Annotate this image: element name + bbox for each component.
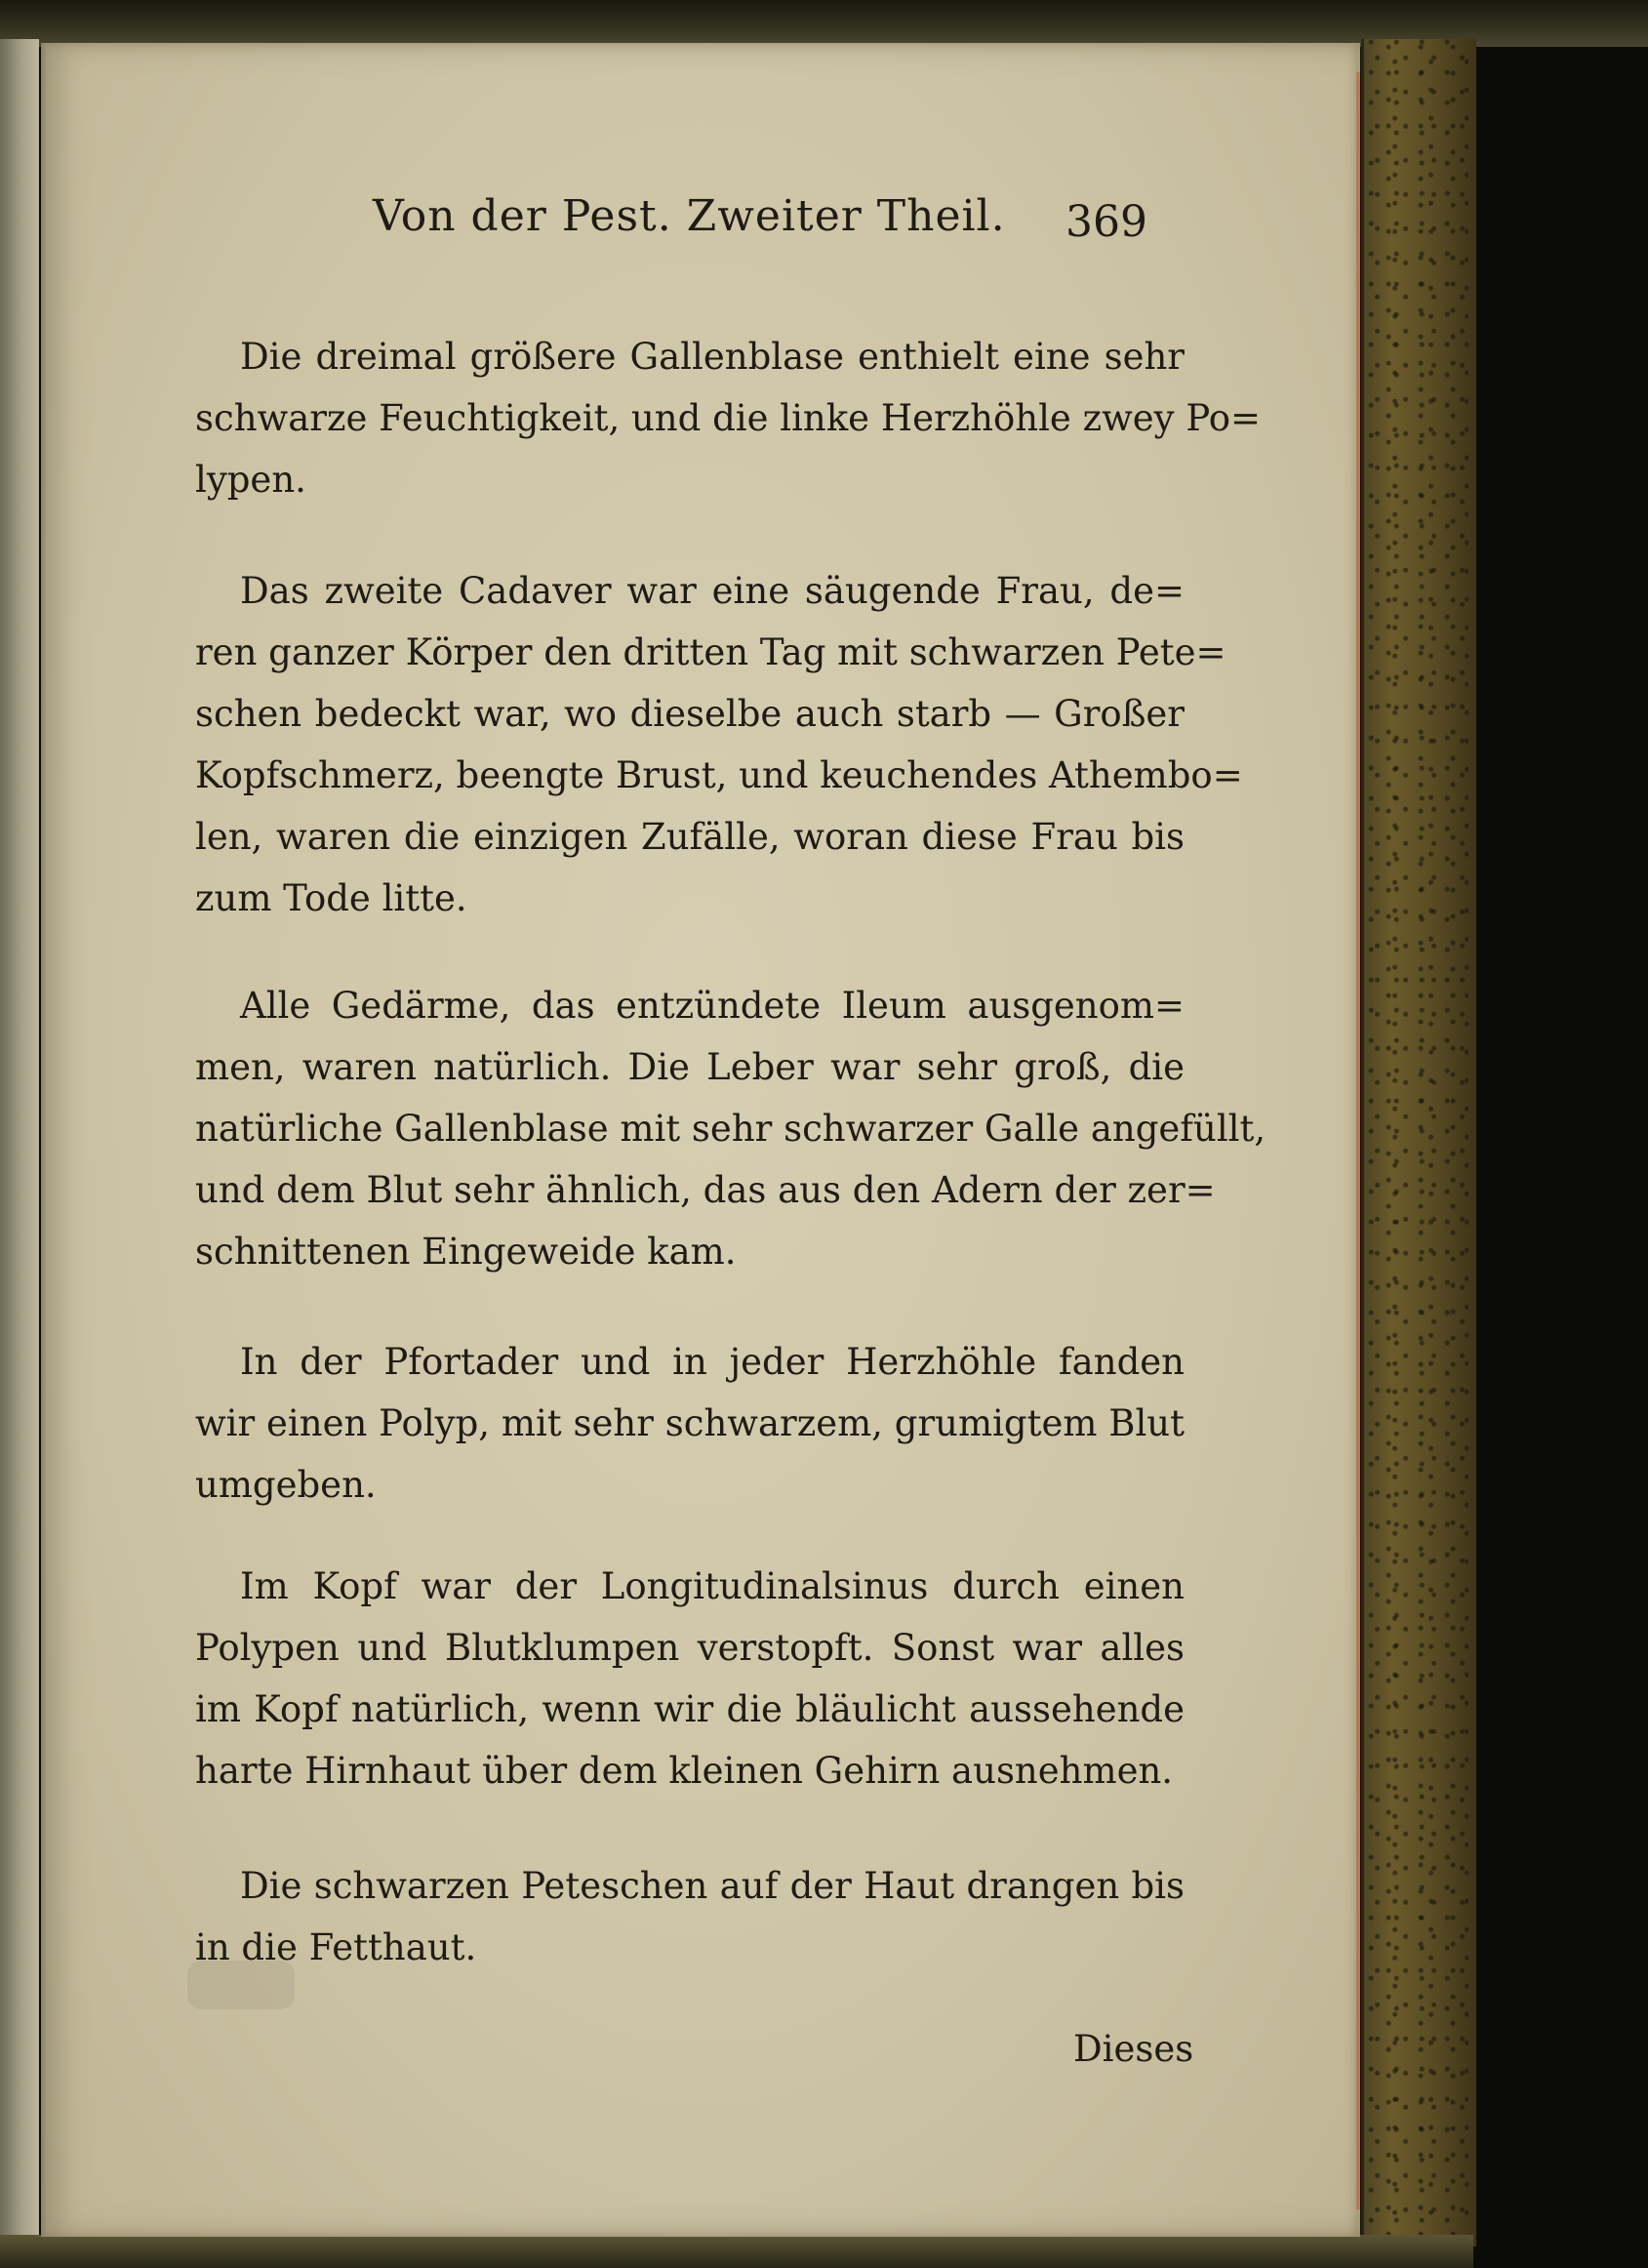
text-line: ren ganzer Körper den dritten Tag mit schwarzen Pete=: [195, 631, 1226, 673]
text-line: schnittenen Eingeweide kam.: [195, 1231, 737, 1273]
text-line: Polypen und Blutklumpen verstopft. Sonst war alles: [195, 1627, 1185, 1669]
text-line: und dem Blut sehr ähnlich, das aus den Adern der zer=: [195, 1169, 1216, 1211]
paragraph-3: [195, 975, 1266, 1282]
text-line: in die Fetthaut.: [195, 1926, 477, 1968]
paragraph-4: [195, 1331, 1185, 1516]
paragraph-5: [195, 1556, 1185, 1802]
page-number: 369: [1065, 197, 1147, 247]
text-line: schen bedeckt war, wo dieselbe auch starb — Großer: [195, 693, 1185, 735]
text-line: lypen.: [195, 459, 306, 501]
text-line: men, waren natürlich. Die Leber war sehr groß, die: [195, 1046, 1185, 1088]
text-line: wir einen Polyp, mit sehr schwarzem, grumigtem Blut: [195, 1402, 1185, 1444]
text-line: In der Pfortader und in jeder Herzhöhle fanden: [240, 1341, 1185, 1383]
faint-stamp-mark: [187, 1961, 295, 2009]
text-line: Kopfschmerz, beengte Brust, und keuchendes Athembo=: [195, 754, 1243, 796]
catchword: Dieses: [1073, 2028, 1194, 2070]
book-page: [41, 43, 1360, 2237]
paragraph-2: [195, 560, 1243, 929]
text-line: im Kopf natürlich, wenn wir die bläulicht aussehende: [195, 1688, 1185, 1730]
text-line: Die dreimal größere Gallenblase enthielt eine sehr: [240, 336, 1185, 378]
gutter-shadow: [41, 43, 47, 2237]
text-line: harte Hirnhaut über dem kleinen Gehirn ausnehmen.: [195, 1750, 1174, 1792]
text-line: natürliche Gallenblase mit sehr schwarzer Galle angefüllt,: [195, 1108, 1266, 1150]
text-line: zum Tode litte.: [195, 877, 467, 919]
paragraph-6: [195, 1855, 1185, 1978]
page-edge: [1356, 72, 1360, 2209]
text-line: schwarze Feuchtigkeit, und die linke Herzhöhle zwey Po=: [195, 397, 1261, 439]
text-line: len, waren die einzigen Zufälle, woran diese Frau bis: [195, 816, 1185, 858]
facing-page-edge: [0, 39, 39, 2245]
paragraph-1: [195, 326, 1261, 510]
text-line: Im Kopf war der Longitudinalsinus durch einen: [240, 1565, 1185, 1607]
text-line: Die schwarzen Peteschen auf der Haut drangen bis: [240, 1865, 1185, 1907]
text-line: umgeben.: [195, 1464, 377, 1506]
binding-bottom-edge: [0, 2235, 1473, 2268]
text-line: Alle Gedärme, das entzündete Ileum ausgenom=: [240, 985, 1185, 1027]
text-line: Das zweite Cadaver war eine säugende Frau, de=: [240, 570, 1185, 612]
cover-texture: [1366, 39, 1468, 2247]
running-head: Von der Pest. Zweiter Theil.: [373, 191, 1006, 241]
